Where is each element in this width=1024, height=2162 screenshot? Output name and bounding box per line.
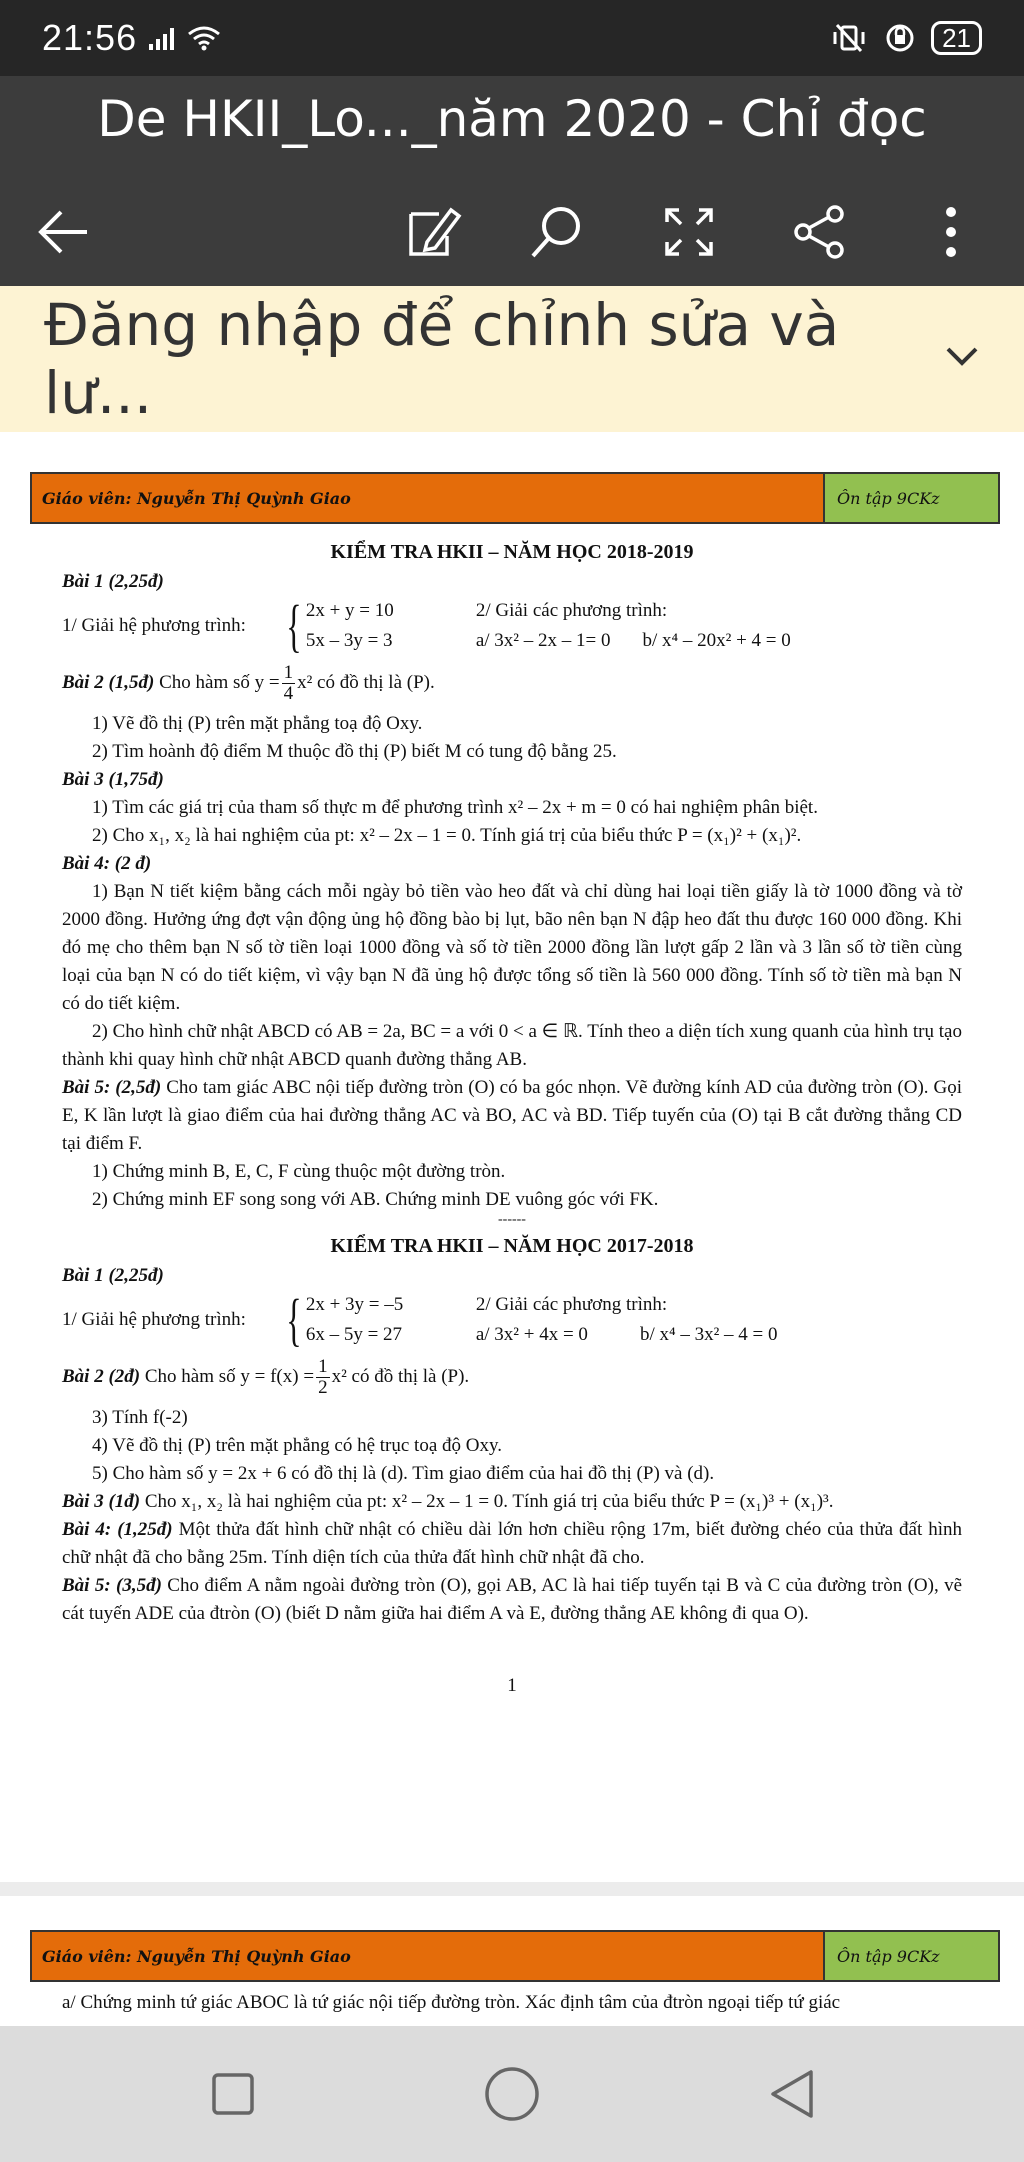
document-title: De HKII_Lo..._năm 2020 - Chỉ đọc: [97, 90, 927, 148]
paragraph: 2) Cho hình chữ nhật ABCD có AB = 2a, BC = a với 0 < a ∈ ℝ. Tính theo a diện tích xung quanh của hình trụ tạo thành khi quay hình chữ nhật ABCD quanh đường thẳng AB.: [62, 1021, 962, 1070]
teacher-name: Giáo viên: Nguyễn Thị Quỳnh Giao: [32, 1932, 823, 1980]
text: x² có đồ thị là (P).: [297, 672, 435, 693]
wifi-icon: [187, 25, 221, 51]
denominator: 4: [283, 682, 294, 704]
paragraph: [62, 1488, 962, 1516]
page-header: [30, 1930, 1000, 1982]
question-text: 1/ Giải hệ phương trình:: [62, 1309, 246, 1330]
paragraph: a/ Chứng minh tứ giác ABOC là tứ giác nội tiếp đường tròn. Xác định tâm của đtròn ngoại tiếp tứ giác: [62, 1992, 841, 2013]
document-page-2: [0, 1896, 1024, 2026]
text: Cho tam giác ABC nội tiếp đường tròn (O) có ba góc nhọn. Vẽ đường kính AD của đường tròn (O). Gọi E, K lần lượt là giao điểm của hai đường thẳng AC và BO, AC và BD. Tiếp tuyến của (O) tại B cắt đường thẳng CD tại điểm F.: [62, 1077, 963, 1154]
fullscreen-icon: [661, 204, 717, 260]
fraction: [282, 663, 296, 704]
exercise-row: [62, 1350, 962, 1404]
edit-icon: [403, 202, 463, 262]
equation: 2x + 3y = –5: [305, 1294, 404, 1315]
equation: 2x + y = 10: [305, 600, 394, 621]
fullscreen-button[interactable]: [644, 182, 734, 282]
equation: a/ 3x² + 4x = 0: [475, 1324, 588, 1345]
recents-button[interactable]: [193, 2054, 273, 2134]
more-options-button[interactable]: [906, 182, 996, 282]
share-icon: [791, 204, 847, 260]
paragraph: [62, 1572, 962, 1628]
denominator: 2: [318, 1376, 328, 1398]
equation-system: [282, 593, 476, 658]
banner-text: Đăng nhập để chỉnh sửa và lư...: [44, 291, 840, 427]
separator: ------: [498, 1212, 526, 1227]
signal-icon: [147, 26, 177, 50]
question-text: 1/ Giải hệ phương trình:: [62, 615, 246, 636]
search-button[interactable]: [512, 182, 602, 282]
back-nav-button[interactable]: [752, 2054, 832, 2134]
equation: 6x – 5y = 27: [305, 1324, 403, 1345]
more-icon: [941, 204, 961, 260]
chevron-down-icon: [944, 345, 980, 369]
edit-button[interactable]: [388, 182, 478, 282]
text: Cho hàm số y =: [159, 672, 280, 693]
document-content: [62, 532, 962, 1700]
header-tag: Ôn tập 9CKz: [823, 1932, 998, 1980]
title-bar: [0, 76, 1024, 286]
equation: b/ x⁴ – 20x² + 4 = 0: [642, 630, 791, 651]
exam-title-2018: KIỂM TRA HKII – NĂM HỌC 2018-2019: [330, 541, 694, 563]
text: x² có đồ thị là (P).: [331, 1366, 470, 1387]
banner-expand-button[interactable]: [944, 345, 980, 374]
exercise-heading: Bài 2 (2đ): [62, 1366, 141, 1387]
teacher-name: Giáo viên: Nguyễn Thị Quỳnh Giao: [32, 474, 823, 522]
exam-title-2017: KIỂM TRA HKII – NĂM HỌC 2017-2018: [330, 1235, 694, 1257]
question-text: 2/ Giải các phương trình:: [475, 1294, 668, 1315]
sign-in-banner[interactable]: [0, 286, 1024, 432]
text: Cho điểm A nằm ngoài đường tròn (O), gọi AB, AC là hai tiếp tuyến tại B và C của đường tròn (O), vẽ cát tuyến ADE của đtròn (O) (biết D nằm giữa hai điểm A và E, đường thẳng AE không đi qua O).: [62, 1575, 963, 1624]
sub-question: 1) Tìm các giá trị của tham số thực m để phương trình x² – 2x + m = 0 có hai nghiệm phân biệt.: [92, 797, 818, 818]
page-number: 1: [507, 1675, 517, 1696]
sub-question: 2) Tìm hoành độ điểm M thuộc đồ thị (P) biết M có tung độ bằng 25.: [92, 741, 617, 762]
sub-question: 3) Tính f(-2): [92, 1407, 188, 1428]
brace: {: [286, 1287, 302, 1352]
status-bar: [0, 0, 1024, 76]
share-button[interactable]: [774, 182, 864, 282]
back-arrow-icon: [35, 204, 91, 260]
exercise-heading: Bài 1 (2,25đ): [62, 571, 164, 592]
equation: b/ x⁴ – 3x² – 4 = 0: [639, 1324, 778, 1345]
exercise-row: [62, 656, 962, 710]
navigation-bar: [0, 2026, 1024, 2162]
exercise-heading: Bài 1 (2,25đ): [62, 1265, 164, 1286]
exercise-heading: Bài 3 (1,75đ): [62, 769, 164, 790]
exercise-heading: Bài 5: (3,5đ): [62, 1575, 162, 1596]
paragraph: [62, 1074, 962, 1158]
search-icon: [527, 202, 587, 262]
home-button[interactable]: [472, 2054, 552, 2134]
battery-indicator: [931, 21, 982, 55]
exercise-row: [62, 593, 962, 658]
header-tag: Ôn tập 9CKz: [823, 474, 998, 522]
sub-question: 4) Vẽ đồ thị (P) trên mặt phẳng có hệ trục toạ độ Oxy.: [92, 1435, 502, 1456]
paragraph: [62, 1516, 962, 1572]
status-time: 21:56: [42, 17, 138, 58]
exercise-heading: Bài 4: (1,25đ): [62, 1519, 173, 1540]
recents-icon: [208, 2069, 258, 2119]
text: Cho x₁, x₂ là hai nghiệm của pt: x² – 2x – 1 = 0. Tính giá trị của biểu thức P = (x₁)³ + (x₁)³.: [144, 1491, 834, 1512]
exercise-heading: Bài 5: (2,5đ): [62, 1077, 162, 1098]
sub-question: 1) Vẽ đồ thị (P) trên mặt phẳng toạ độ Oxy.: [92, 713, 423, 734]
question-text: 2/ Giải các phương trình:: [475, 600, 668, 621]
sub-question: 1) Chứng minh B, E, C, F cùng thuộc một đường tròn.: [92, 1161, 506, 1182]
page-header: [30, 472, 1000, 524]
data-saver-icon: [885, 23, 915, 53]
paragraph: 1) Bạn N tiết kiệm bằng cách mỗi ngày bỏ tiền vào heo đất và chỉ dùng hai loại tiền giấy là tờ 1000 đồng và tờ 2000 đồng. Hưởng ứng đợt vận động ủng hộ đồng bào bị lụt, bão nên bạn N đập heo đất thu được 160 000 đồng. Khi đó mẹ cho thêm bạn N số tờ tiền loại 1000 đồng và số tờ tiền 2000 đồng lần lượt gấp 2 lần và 3 lần số tờ tiền cùng loại của bạn N có do tiết kiệm, vì vậy bạn N đã ủng hộ được tổng số tiền là 560 000 đồng. Tính số tờ tiền mà bạn N có do tiết kiệm.: [62, 881, 962, 1014]
equation-system: [282, 1287, 476, 1352]
numerator: 1: [318, 1355, 328, 1377]
home-icon: [482, 2064, 542, 2124]
numerator: 1: [283, 661, 294, 683]
equation: 5x – 3y = 3: [305, 630, 393, 651]
text: Cho hàm số y = f(x) =: [144, 1366, 315, 1387]
vibrate-mute-icon: [829, 23, 869, 53]
sub-question: 2) Cho x₁, x₂ là hai nghiệm của pt: x² – 2x – 1 = 0. Tính giá trị của biểu thức P = (x₁)² + (x₁)².: [92, 825, 802, 846]
exercise-row: [62, 1287, 962, 1352]
sub-question: 5) Cho hàm số y = 2x + 6 có đồ thị là (d). Tìm giao điểm của hai đồ thị (P) và (d).: [92, 1463, 715, 1484]
fraction: [316, 1357, 330, 1398]
exercise-heading: Bài 2 (1,5đ): [62, 672, 155, 693]
equation: a/ 3x² – 2x – 1= 0: [475, 630, 611, 651]
text: Một thửa đất hình chữ nhật có chiều dài lớn hơn chiều rộng 17m, biết đường chéo của thửa đất hình chữ nhật đã cho bằng 25m. Tính diện tích của thửa đất hình chữ nhật đã cho.: [62, 1519, 962, 1568]
back-button[interactable]: [18, 182, 108, 282]
toolbar: [0, 182, 1024, 282]
back-icon: [767, 2066, 817, 2122]
brace: {: [286, 593, 302, 658]
sub-question: 2) Chứng minh EF song song với AB. Chứng minh DE vuông góc với FK.: [92, 1189, 659, 1210]
document-page-1: [0, 432, 1024, 1882]
exercise-heading: Bài 4: (2 đ): [62, 853, 152, 874]
exercise-heading: Bài 3 (1đ): [62, 1491, 141, 1512]
battery-level: 21: [942, 22, 971, 53]
